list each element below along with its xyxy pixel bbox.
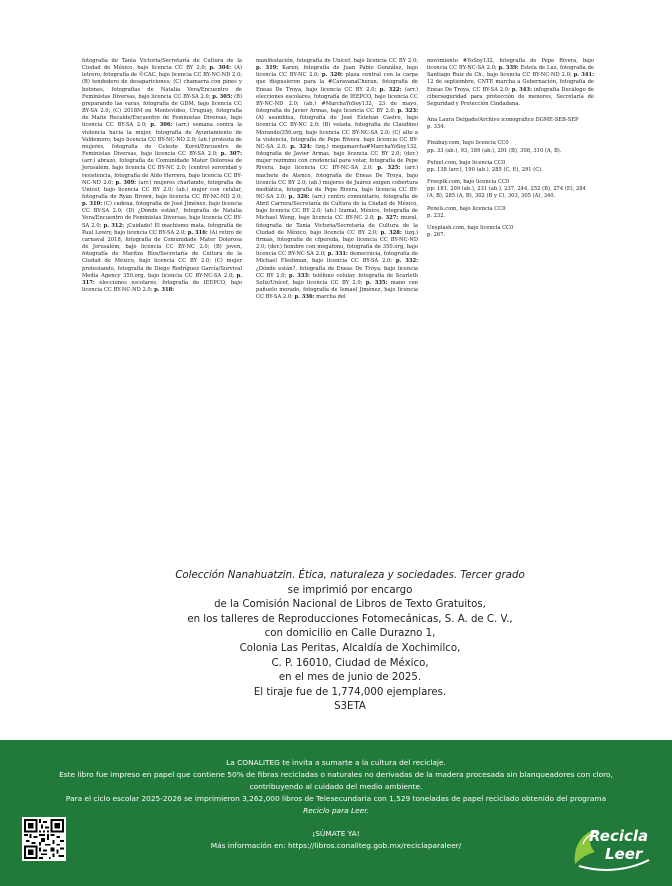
banner-call-to-action: ¡SÚMATE YA! xyxy=(312,829,360,838)
pexels-credit xyxy=(427,206,594,220)
credits-column-1: fotografía de Tania Victoria/Secretaría de Cultura de la Ciudad de México, bajo licencia CC BY 2.0; p. 304: (A) letrero, fotografía de ©CAC, bajo licencia CC BY-NC-ND 2.0; (B) tendedero de desapariciones; (C) chamarra con pines y botones, fotografías de Natalia Vera/Encuentro de Feministas Diversas, bajo licencia CC BY-SA 2.0; p. 305: (B) preparando las varas, fotografía de GDM, bajo licencia CC BY-SA 2.0; (C) 2018M en Montevideo, Uruguay, fotografía de Maite Recalde/Encuentro de Feministas Diversas, bajo licencia CC BY-SA 2.0; p. 306: (arr.) semana contra la violencia hacia la mujer, fotografía de Ayuntamiento de Valdemoro, bajo licencia CC BY-NC-ND 2.0; (ab.) protesta de mujeres, fotografía de Celeste Korol/Encuentro de Feministas Diversas, bajo licencia CC BY-SA 2.0; p. 307: (arr.) abrazo, fotografía de Comunidade Mater Dolorosa de Jerusalém, bajo licencia CC BY-NC 2.0; (centro) sororidad y resistencia, fotografía de Aldo Herrera, bajo licencia CC BY-NC-ND 2.0; p. 309: (arr.) mujeres charlando, fotografía de Unicef, bajo licencia CC BY 2.0; (ab.) mujer con celular, fotografía de Ryan Brown, bajo licencia CC BY-NC-ND 2.0; p. 310: (C) cadena, fotografía de José Jiménez, bajo licencia CC BY-SA 2.0; (D) ¿Dónde están?, fotografía de Natalia Vera/Encuentro de Feministas Diversas, bajo licencia CC BY-SA 2.0; p. 312: ¡Cuidado! El machismo mata, fotografía de Paul Lowry, bajo licencia CC BY-SA 2.0; p. 316: (A) retiro de carnaval 2018, fotografía de Comunidade Mater Dolorosa de Jerusalém, bajo licencia CC BY-NC 2.0; (B) joven, fotografía de Maritza Ríos/Secretaría de Cultura de la Ciudad de México, bajo licencia CC BY 2.0; (C) mujer protestando, fotografía de Diego Rodríguez García/Survival Media Agency 350.org, bajo licencia CC BY-NC-SA 2.0; p. 317: elecciones escolares, fotografía de IEEPCO, bajo licencia CC BY-NC-ND 2.0; p. 318: xyxy=(82,58,243,293)
freepik-credit-name: Freepik.com, bajo licencia CC0 xyxy=(427,179,510,186)
colophon-line-7: C. P. 16010, Ciudad de México, xyxy=(271,657,429,669)
credits-column-2: manifestación, fotografía de Unicef, bajo licencia CC BY 2.0; p. 319: Karen, fotografía de Juan Pablo González, bajo licencia CC BY-NC 2.0; p. 320: plaza central con la carpa que dispusieron para la #CaravanaCheran, fotografía de Eneas De Troya, bajo licencia CC BY 2.0; p. 322: (arr.) elecciones escolares, fotografía de IEEPCO, bajo licencia CC BY-NC-ND 2.0; (ab.) #MarchaYoSoy132, 23 de mayo, fotografía de Javier Armas, bajo licencia CC BY 2.0; p. 323: (A) asamblea, fotografía de José Esteban Castro, bajo licencia CC BY-NC 2.0; (B) velada, fotografía de Claudinei Morando/350.org, bajo licencia CC BY-NC-SA 2.0; (C) alto a la violencia, fotografía de Pepe Rivera, bajo licencia CC BY-NC-SA 2.0; p. 324: (izq.) megamarcha#MarchaYoSoy132, fotografía de Javier Armas, bajo licencia CC BY 2.0; (der.) mujer rezimmu con credencial para votar, fotografía de Pepe Rivera, bajo licencia CC BY-NC-SA 2.0; p. 325: (arr.) machete de Atenco, fotografía de Eneas De Troya, bajo licencia CC BY 2.0; (ab.) mujeres de Juárez exigen cobertura mediática, fotografía de Pepe Rivera, bajo licencia CC BY-NC-SA 2.0; p. 326: (arr.) centro comunitario, fotografía de Abril Carrera/Secretaría de Cultura de la Ciudad de México, bajo licencia CC BY 2.0; (ab.) Izamal, México, fotografía de Michael Wong, bajo licencia CC BY-NC 2.0; p. 327: mural, fotografía de Tania Victoria/Secretaría de Cultura de la Ciudad de México, bajo licencia CC BY 2.0; p. 328: (izq.) firmas, fotografía de cfpereda, bajo licencia CC BY-NC-ND 2.0; (der.) hombre con megáfono, fotografía de 350.org, bajo licencia CC BY-NC-SA 2.0; p. 331: democracia, fotografía de Michael Fleshman, bajo licencia CC BY-SA 2.0; p. 332: ¿Dónde están?, fotografía de Eneas De Troya, bajo licencia CC BY 2.0; p. 333: teléfono celular, fotografía de Scarleth Soliz/Unicef, bajo licencia CC BY 2.0; p. 335: mano con pañuelo morado, fotografía de Ismael Jiménez, bajo licencia CC BY-SA 2.0; p. 336: marcha del xyxy=(256,58,419,301)
pixabay-credit xyxy=(427,140,594,154)
pxfuel-credit xyxy=(427,160,594,174)
qr-code-icon[interactable] xyxy=(22,817,66,861)
colophon xyxy=(110,569,590,715)
logo-word-leer: Leer xyxy=(605,845,643,863)
unsplash-credit-pages: p. 267. xyxy=(427,231,446,238)
credits-column-3-intro: movimiento #YoSoy132, fotografía de Pepe Rivera, bajo licencia CC BY-NC-SA 2.0; p. 339: Estela de Luz, fotografía de Santiago Ruiz de Ch., bajo licencia CC BY-NC-ND 2.0; p. 341: 12 de septiembre, CNTE marcha a Gobernación, fotografía de Eneas De Troya, CC BY-SA 2.0; p. 343: infografía Decálogo de ciberseguridad para protección de menores, Secretaría de Seguridad y Protección Ciudadana. xyxy=(427,58,595,107)
archive-credit-pages: p. 334. xyxy=(427,124,446,131)
pxfuel-credit-name: Pxfuel.com, bajo licencia CC0 xyxy=(427,159,506,166)
unsplash-credit xyxy=(427,225,594,239)
recicla-para-leer-logo xyxy=(569,820,655,875)
pxfuel-credit-pages: pp. 138 (arr.), 190 (ab.), 285 (C, E), 291 (C). xyxy=(427,166,543,173)
pexels-credit-pages: p. 232. xyxy=(427,212,446,219)
banner-line-3: contribuyendo al cuidado del medio ambiente. xyxy=(249,782,423,791)
credits-column-3 xyxy=(427,58,594,244)
pixabay-credit-pages: pp. 33 (ab.), 93, 189 (ab.), 291 (B), 308, 310 (A, B). xyxy=(427,147,562,154)
colophon-line-5: con domicilio en Calle Durazno 1, xyxy=(264,628,436,640)
archive-credit xyxy=(427,117,594,131)
freepik-credit xyxy=(427,179,594,200)
colophon-line-6: Colonia Las Peritas, Alcaldía de Xochimilco, xyxy=(239,642,461,654)
colophon-print-run: El tiraje fue de 1,774,000 ejemplares. xyxy=(253,686,447,698)
banner-line-1: La CONALITEG te invita a sumarte a la cultura del reciclaje. xyxy=(226,758,446,767)
recycling-banner xyxy=(0,740,672,886)
colophon-code: S3ETA xyxy=(334,701,366,713)
credits-columns xyxy=(82,58,594,358)
colophon-collection-title: Colección Nanahuatzin. Ética, naturaleza y sociedades. Tercer grado xyxy=(175,570,525,581)
archive-credit-name: Ana Laura Delgado/Archivo iconográfico DGME-SEB-SEP xyxy=(427,117,579,124)
logo-word-recicla: Recicla xyxy=(589,827,649,845)
banner-line-2: Este libro fue impreso en papel que contiene 50% de fibras recicladas o naturales no derivadas de la madera procesada sin blanqueadores con cloro, xyxy=(59,770,613,779)
colophon-line-3: de la Comisión Nacional de Libros de Texto Gratuitos, xyxy=(214,599,486,611)
pexels-credit-name: Pexels.com, bajo licencia CC0 xyxy=(427,205,506,212)
banner-line-4: Para el ciclo escolar 2025-2026 se imprimieron 3,262,000 libros de Telesecundaria con 1,529 toneladas de papel reciclado obtenido del programa xyxy=(65,794,607,803)
banner-program-name: Reciclo para Leer. xyxy=(303,806,369,815)
pixabay-credit-name: Pixabay.com, bajo licencia CC0 xyxy=(427,140,509,147)
unsplash-credit-name: Unsplash.com, bajo licencia CC0 xyxy=(427,224,514,231)
banner-more-info-link[interactable]: Más información en: https://libros.conaliteg.gob.mx/reciclaparaleer/ xyxy=(210,841,462,850)
colophon-line-2: se imprimió por encargo xyxy=(287,584,413,596)
colophon-line-8: en el mes de junio de 2025. xyxy=(278,672,422,684)
freepik-credit-pages: pp: 181, 209 (ab.), 231 (ab.), 237, 244, 252 (B), 274 (E), 284 (A, B), 285 (A, B), 302 (B y C), 303, 305 (A), 340. xyxy=(427,186,586,200)
colophon-line-4: en los talleres de Reproducciones Fotomecánicas, S. A. de C. V., xyxy=(187,613,513,625)
